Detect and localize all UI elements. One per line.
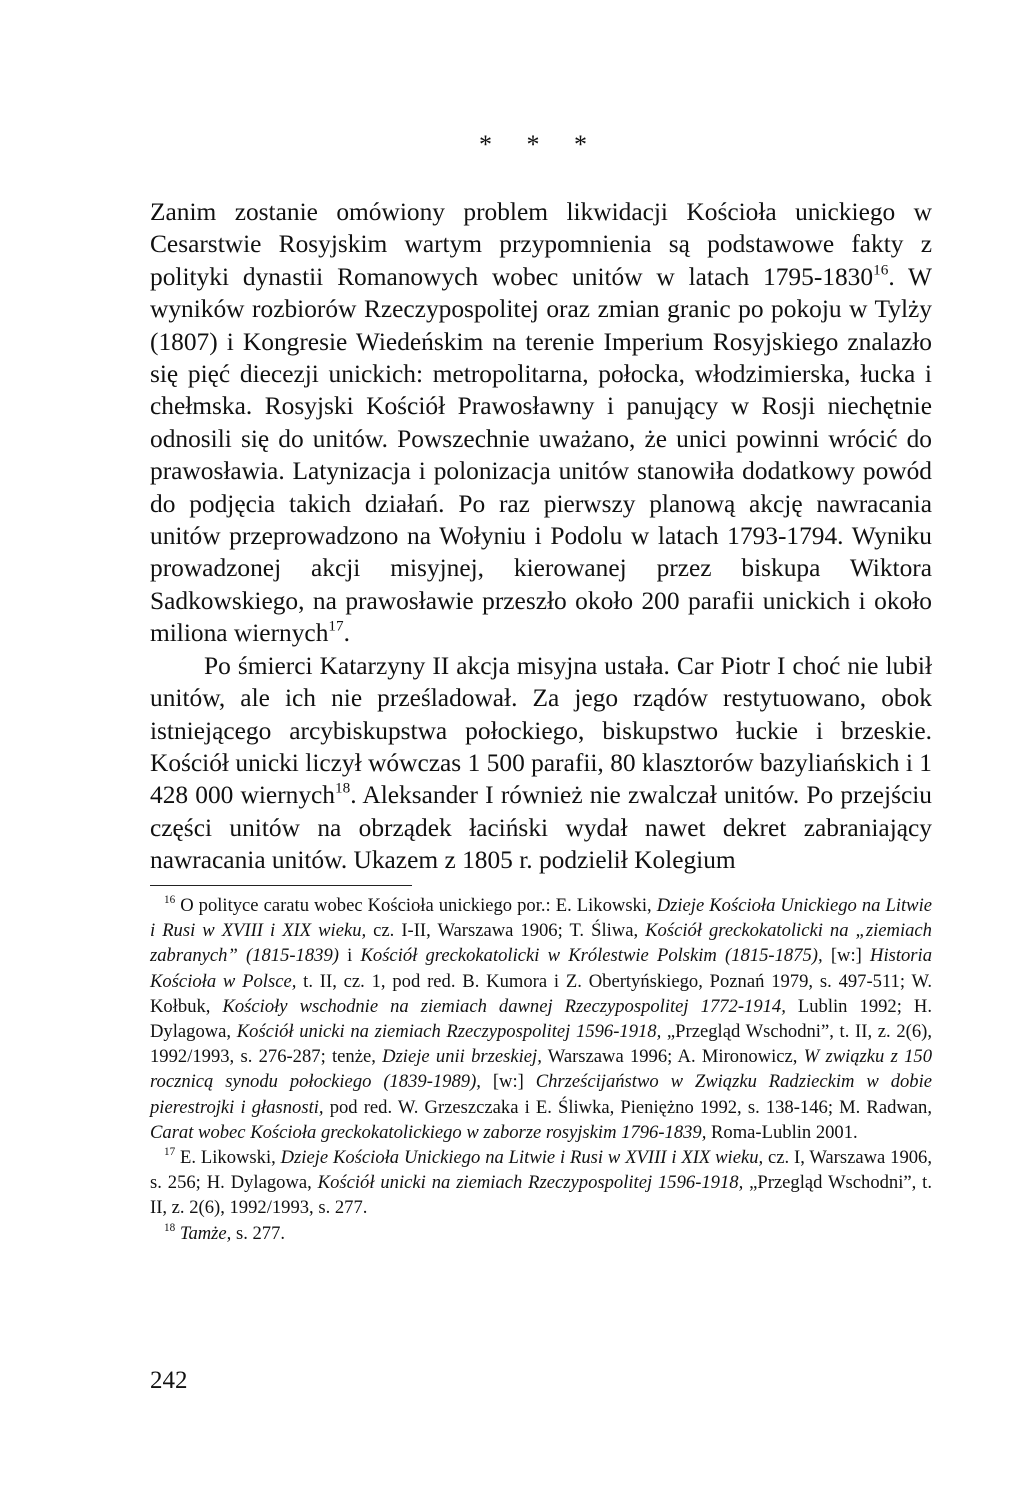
- italic-text: Kościoły wschodnie na ziemiach dawnej Rzeczypospolitej 1772-1914,: [222, 995, 786, 1017]
- italic-text: Chrześcijaństwo w Związku Radzieckim w dobie pierestrojki i głasnosti,: [150, 1071, 932, 1118]
- footnote-16: [150, 893, 932, 1145]
- text-run: pod red. W. Grzeszczaka i E. Śliwka, Pieniężno 1992, s. 138-146; M. Radwan,: [323, 1096, 932, 1118]
- footnote-ref: 18: [335, 779, 351, 797]
- text-run: Lublin 1992; H. Dylagowa,: [150, 995, 933, 1043]
- italic-text: Kościół unicki na ziemiach Rzeczypospolitej 1596-1918,: [317, 1172, 744, 1194]
- italic-text: Dzieje Kościoła Unickiego na Litwie i Rusi w XVIII i XIX wieku,: [280, 1147, 764, 1169]
- text-run: . W wyników rozbiorów Rzeczypospolitej oraz zmian granic po pokoju w Tylży (1807) i Kongresie Wiedeńskim na terenie Imperium Rosyjskiego znalazło się pięć diecezji unickich: metropolitarna, połocka, włodzimierska, łucka i chełmska. Rosyjski Kościół Prawosławny i panujący w Rosji niechętnie odnosili się do unitów. Powszechnie uważano, że unici powinni wrócić do prawosławia. Latynizacja i polonizacja unitów stanowiła dodatkowy powód do podjęcia takich działań. Po raz pierwszy planową akcję nawracania unitów przeprowadzono na Wołyniu i Podolu w latach 1793-1794. Wyniku prowadzonej akcji misyjnej, kierowanej przez biskupa Wiktora Sadkowskiego, na prawosławie przeszło około 200 parafii unickich i około miliona wiernych: [150, 262, 933, 648]
- body-paragraph: [150, 650, 932, 877]
- italic-text: Kościół greckokatolicki na „ziemiach zabranych” (1815-1839): [150, 920, 932, 967]
- footnote-17: [150, 1145, 932, 1221]
- text-run: cz. I-II, Warszawa 1906; T. Śliwa,: [366, 920, 646, 942]
- text-run: Zanim zostanie omówiony problem likwidacji Kościoła unickiego w Cesarstwie Rosyjskim wartym przypomnienia są podstawowe fakty z polityki dynastii Romanowych wobec unitów w latach 1795-1830: [150, 198, 932, 291]
- footnote-ref: 16: [164, 894, 176, 907]
- text-run: . Aleksander I również nie zwalczał unitów. Po przejściu części unitów na obrządek łaciński wydał nawet dekret zabraniający nawracania unitów. Ukazem z 1805 r. podzielił Kolegium: [150, 781, 932, 875]
- italic-text: Kościół greckokatolicki w Królestwie Polskim (1815-1875),: [360, 945, 823, 967]
- italic-text: Historia Kościoła w Polsce,: [150, 945, 933, 992]
- footnote-ref: 17: [328, 617, 344, 635]
- text-run: t. II, cz. 1, pod red. B. Kumora i Z. Obertyńskiego, Poznań 1979, s. 497-511; W. Kołbuk,: [150, 970, 932, 1017]
- text-run: Roma-Lublin 2001.: [706, 1121, 858, 1143]
- text-run: O polityce caratu wobec Kościoła unickiego por.: E. Likowski,: [175, 895, 657, 916]
- footnote-ref: 17: [164, 1146, 176, 1159]
- text-run: i: [338, 945, 361, 967]
- text-run: s. 277.: [231, 1222, 286, 1244]
- footnote-ref: 18: [164, 1221, 176, 1234]
- text-run: Po śmierci Katarzyny II akcja misyjna ustała. Car Piotr I choć nie lubił unitów, ale ich nie prześladował. Za jego rządów restytuowano, obok istniejącego arcybiskupstwa połockiego, biskupstwo łuckie i brzeskie. Kościół unicki liczył wówczas 1 500 parafii, 80 klasztorów bazyliańskich i 1 428 000 wiernych: [150, 651, 932, 810]
- text-run: „Przegląd Wschodni”, t. II, z. 2(6), 1992/1993, s. 276-287; tenże,: [150, 1021, 932, 1068]
- text-run: .: [343, 619, 350, 648]
- page-number: 242: [150, 1367, 188, 1394]
- text-run: [w:]: [822, 945, 871, 967]
- main-text: [150, 196, 932, 877]
- italic-text: Dzieje unii brzeskiej,: [382, 1046, 542, 1068]
- italic-text: Kościół unicki na ziemiach Rzeczypospolitej 1596-1918,: [236, 1021, 662, 1043]
- text-run: [w:]: [480, 1071, 536, 1093]
- footnote-separator: [150, 885, 412, 886]
- section-break-asterisks: * * *: [479, 130, 601, 159]
- body-paragraph: [150, 196, 932, 650]
- italic-text: Carat wobec Kościoła greckokatolickiego w zaborze rosyjskim 1796-1839,: [150, 1121, 707, 1143]
- italic-text: Tamże,: [179, 1222, 232, 1244]
- italic-text: W związku z 150 rocznicą synodu połockiego (1839-1989),: [150, 1046, 932, 1093]
- footnote-18: [150, 1221, 932, 1246]
- text-run: cz. I, Warszawa 1906, s. 256; H. Dylagowa,: [150, 1147, 932, 1194]
- footnotes: [150, 893, 932, 1246]
- text-run: Warszawa 1996; A. Mironowicz,: [541, 1046, 804, 1068]
- footnote-ref: 16: [873, 261, 889, 279]
- text-run: „Przegląd Wschodni”, t. II, z. 2(6), 1992/1993, s. 277.: [150, 1172, 932, 1219]
- text-run: E. Likowski,: [175, 1147, 281, 1169]
- italic-text: Dzieje Kościoła Unickiego na Litwie i Rusi w XVIII i XIX wieku,: [150, 895, 932, 942]
